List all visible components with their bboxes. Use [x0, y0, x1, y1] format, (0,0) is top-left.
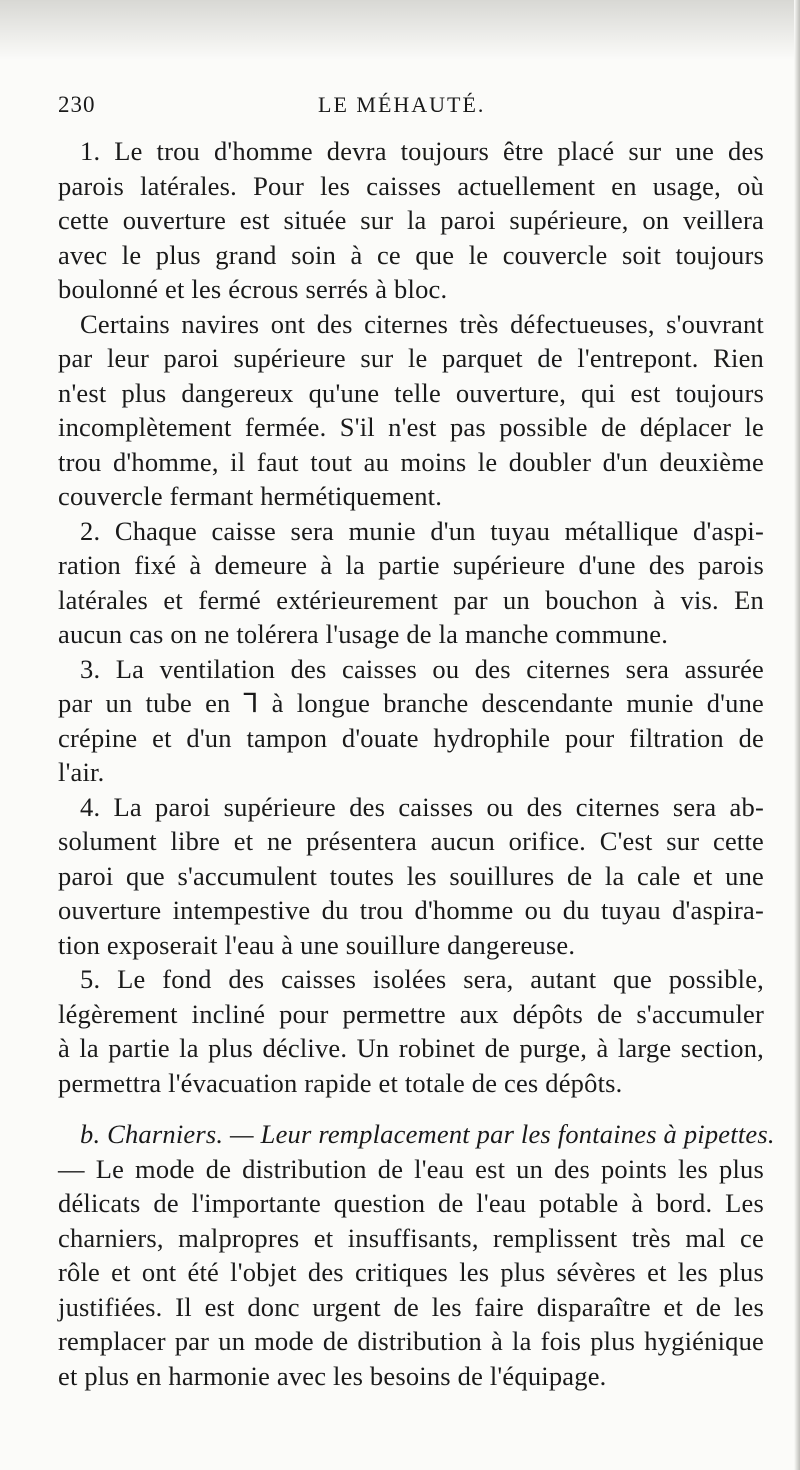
text-line: ouverture intempestive du trou d'homme ou du tuyau d'aspira-	[58, 895, 764, 925]
paragraph-6	[58, 962, 764, 1100]
text-line: latérales et fermé extérieurement par un bouchon à vis. En	[58, 584, 764, 615]
body-text	[58, 134, 775, 1393]
paragraph-3	[58, 514, 764, 652]
page-number: 230	[58, 92, 96, 117]
scan-shadow-right	[794, 0, 800, 1470]
text-line: à la partie la plus déclive. Un robinet de purge, à large section,	[58, 1033, 764, 1063]
text-line: 4. La paroi supérieure des caisses ou des citernes sera ab-	[80, 791, 764, 822]
text-line: couvercle fermant hermétiquement.	[58, 481, 443, 511]
paragraph-4	[58, 652, 764, 790]
text-line: n'est plus dangereux qu'une telle ouverture, qui est toujours	[58, 377, 764, 408]
text-line: ration fixé à demeure à la partie supérieure d'une des parois	[58, 550, 764, 580]
text-line: par leur paroi supérieure sur le parquet de l'entrepont. Rien	[58, 343, 764, 373]
text-line: charniers, malpropres et insuffisants, remplissent très mal ce	[58, 1222, 764, 1253]
section-spacer	[58, 1100, 764, 1117]
text-line: légèrement incliné pour permettre aux dépôts de s'accumuler	[58, 998, 764, 1029]
text-line: cette ouverture est située sur la paroi supérieure, on veillera	[58, 205, 764, 235]
text-line: 3. La ventilation des caisses ou des citernes sera assurée	[80, 653, 764, 684]
text-line: rôle et ont été l'objet des critiques les plus sévères et les plus	[58, 1257, 764, 1287]
text-line: paroi que s'accumulent toutes les souillures de la cale et une	[58, 860, 764, 891]
paragraph-1	[58, 134, 764, 307]
paragraph-2	[58, 307, 764, 514]
scan-shadow-top	[0, 0, 800, 60]
text-line: l'air.	[58, 757, 105, 787]
text-line: 1. Le trou d'homme devra toujours être placé sur une des	[80, 136, 764, 166]
text-line: — Le mode de distribution de l'eau est un des points les plus	[58, 1153, 764, 1184]
text-line: tion exposerait l'eau à une souillure dangereuse.	[58, 929, 576, 960]
paragraph-5	[58, 790, 764, 963]
text-line: 5. Le fond des caisses isolées sera, autant que possible,	[80, 964, 764, 994]
running-head: LE MÉHAUTÉ.	[318, 92, 486, 117]
text-line: remplacer par un mode de distribution à la fois plus hygiénique	[58, 1326, 764, 1356]
text-line: et plus en harmonie avec les besoins de l'équipage.	[58, 1360, 607, 1391]
text-line: par un tube en ⅂ à longue branche descendante munie d'une	[58, 688, 764, 718]
text-line: crépine et d'un tampon d'ouate hydrophile pour filtration de	[58, 722, 764, 753]
text-line: délicats de l'importante question de l'eau potable à bord. Les	[58, 1188, 764, 1218]
text-line: incomplètement fermée. S'il n'est pas possible de déplacer le	[58, 412, 764, 442]
text-line: Certains navires ont des citernes très défectueuses, s'ouvrant	[80, 308, 764, 339]
page-header	[58, 92, 764, 122]
text-line: justifiées. Il est donc urgent de les faire disparaître et de les	[58, 1291, 764, 1322]
text-line: parois latérales. Pour les caisses actuellement en usage, où	[58, 170, 764, 201]
text-line: 2. Chaque caisse sera munie d'un tuyau métallique d'aspi-	[80, 515, 764, 546]
section-b	[58, 1117, 775, 1393]
text-line: avec le plus grand soin à ce que le couvercle soit toujours	[58, 239, 764, 270]
text-line: aucun cas on ne tolérera l'usage de la manche commune.	[58, 619, 669, 649]
text-line: trou d'homme, il faut tout au moins le doubler d'un deuxième	[58, 446, 764, 477]
text-line: permettra l'évacuation rapide et totale de ces dépôts.	[58, 1067, 623, 1098]
text-line: solument libre et ne présentera aucun orifice. C'est sur cette	[58, 826, 764, 856]
section-title: b. Charniers. — Leur remplacement par les fontaines à pipettes.	[80, 1119, 775, 1149]
text-line: boulonné et les écrous serrés à bloc.	[58, 274, 448, 304]
